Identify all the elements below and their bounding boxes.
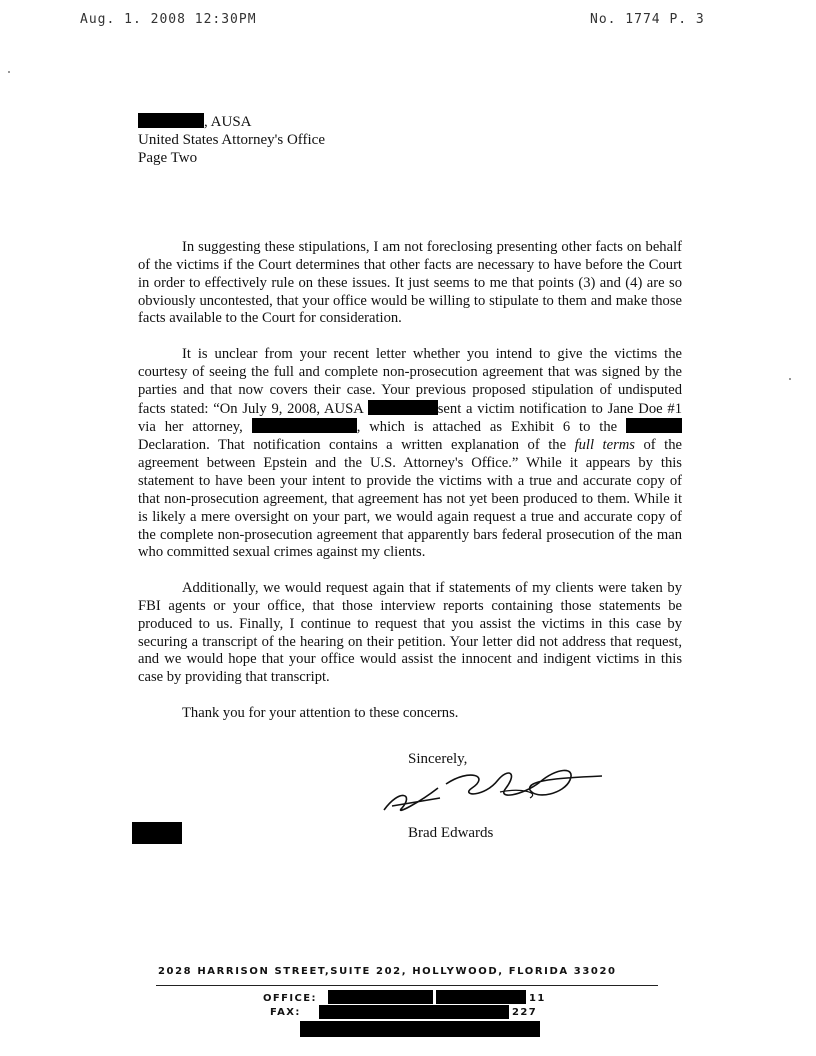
addressee-title: , AUSA bbox=[204, 114, 252, 130]
footer-divider bbox=[156, 985, 658, 986]
addressee-line bbox=[138, 113, 325, 131]
redaction-block bbox=[626, 418, 682, 433]
redaction-block bbox=[300, 1021, 540, 1037]
redaction-block bbox=[436, 990, 526, 1004]
signature-image bbox=[380, 758, 610, 818]
signer-name: Brad Edwards bbox=[408, 825, 494, 841]
redaction-block bbox=[132, 822, 182, 844]
footer-address: 2028 HARRISON STREET,SUITE 202, HOLLYWOOD, FLORIDA 33020 bbox=[158, 966, 617, 977]
redaction-block bbox=[328, 990, 433, 1004]
letter-header bbox=[138, 113, 325, 167]
redaction-block bbox=[138, 113, 204, 128]
footer-office-suffix: 11 bbox=[529, 993, 546, 1004]
scan-speck bbox=[789, 378, 791, 380]
footer-fax-suffix: 227 bbox=[512, 1007, 538, 1018]
footer-fax-label: FAX: bbox=[270, 1007, 301, 1018]
redaction-block bbox=[368, 400, 438, 415]
fax-page-ref: No. 1774 P. 3 bbox=[590, 12, 705, 27]
paragraph-thanks: Thank you for your attention to these concerns. bbox=[182, 704, 459, 721]
office-line: United States Attorney's Office bbox=[138, 132, 325, 148]
paragraph-agreement: It is unclear from your recent letter whether you intend to give the victims the courtesy of seeing the full and complete non-prosecution agreement that was signed by the parties and that now covers their case. Your previous proposed stipulation of undisputed facts stated: “On July 9, 2008, AUSA sent a victim notification to Jane Doe #1 via her attorney, , which is attached as Exhibit 6 to the Declaration. That notification contains a written explanation of the full terms of the agreement between Epstein and the U.S. Attorney's Office.” While it appears by this statement to have been your intent to provide the victims with a true and accurate copy of that non-prosecution agreement, that agreement has not yet been produced to them. While it is likely a mere oversight on your part, we would again request a true and accurate copy of the complete non-prosecution agreement that apparently bars federal prosecution of the man who committed sexual crimes against my clients. bbox=[138, 346, 682, 561]
redaction-block bbox=[319, 1005, 509, 1019]
scan-speck bbox=[8, 71, 10, 73]
page-label: Page Two bbox=[138, 150, 198, 166]
valediction: Sincerely, bbox=[408, 751, 468, 767]
fax-timestamp: Aug. 1. 2008 12:30PM bbox=[80, 12, 257, 27]
redaction-block bbox=[252, 418, 357, 433]
paragraph-stipulations: In suggesting these stipulations, I am not foreclosing presenting other facts on behalf of the victims if the Court determines that other facts are necessary to have before the Court in order to effectively rule on these issues. It just seems to me that points (3) and (4) are so obviously uncontested, that your office would be willing to stipulate to them and make those facts available to the Court for consideration. bbox=[138, 239, 682, 327]
letter-body bbox=[138, 239, 682, 741]
footer-office-label: OFFICE: bbox=[263, 993, 317, 1004]
paragraph-interviews: Additionally, we would request again that if statements of my clients were taken by FBI agents or your office, that those interview reports containing those statements be produced to us. Finally, I continue to request that you assist the victims in this case by securing a transcript of the hearing on their petition. Your letter did not address that request, and we would hope that your office would assist the innocent and indigent victims in this case by providing that transcript. bbox=[138, 580, 682, 686]
